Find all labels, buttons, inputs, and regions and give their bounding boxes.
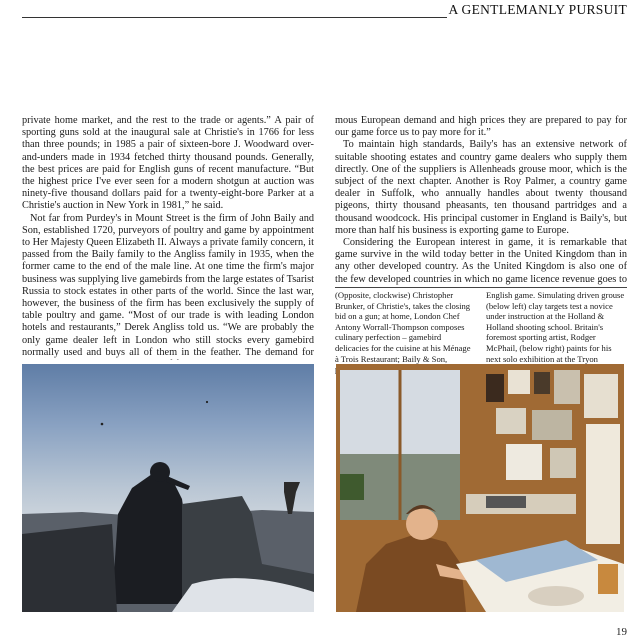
right-text-column (335, 115, 627, 285)
artist-studio-illustration (336, 364, 624, 612)
paragraph: Considering the European interest in game, it is remarkable that game survive in the wild today better in the United Kingdom than in any other developed country. As the United Kingdom is also one of the few developed countries in which no game licence revenue goes to (335, 237, 627, 285)
header-rule (22, 17, 447, 18)
clay-shooting-photo (22, 364, 314, 612)
paragraph: Not far from Purdey's in Mount Street is the firm of John Baily and Son, established 1720, purveyors of poultry and game by appointment to Her Majesty Queen Elizabeth II. Always a private family concern, it passed from the Baily family to the Angliss family in 1935, when the former came to the end of the male line. At one time the firm's major business was supplying live gamebirds from the large estates of Tsarist Russia to stock estates in other parts of the world. Since the last war, however, the business of the firm has been exclusively the supply of table poultry and game. “Most of our trade is with leading London hotels and restaurants,” Derek Angliss told us. “We are probably the only game dealer left in London who still stocks every gamebird normally used and buys all of them in the feather. The demand for (22, 212, 314, 358)
photo-caption-box (335, 287, 627, 364)
caption-right: English game. Simulating driven grouse (below left) clay targets test a novice under instruction at the Holland & Holland shooting school. Britain's foremost sporting artist, Rodger McPhail, (below right) paints for his next solo exhibition at the Tryon (486, 290, 625, 364)
left-text-column (22, 115, 314, 360)
artist-studio-photo (336, 364, 624, 612)
clay-shooting-illustration (22, 364, 314, 612)
paragraph: To maintain high standards, Baily's has an extensive network of suitable shooting estates and country game dealers who supply them directly. One of the suppliers is Allenheads grouse moor, which is the subject of the next chapter. Another is Roy Palmer, a country game dealer in Suffolk, who annually handles about twenty thousand pigeons, thirty thousand pheasants, ten thousand partridges and a thousand woodcock. His principal customer in England is Baily's, but more than half his business is exporting game to Europe. (335, 139, 627, 236)
running-head: A GENTLEMANLY PURSUIT (448, 2, 627, 17)
paragraph: private home market, and the rest to the trade or agents.” A pair of sporting guns sold at the inaugural sale at Christie's in 1766 for less than three pounds; in 1985 a pair of sixteen-bore J. Woodward over-and-unders made in 1934 fetched thirty thousand pounds. Generally, the best prices are paid for English guns of recent manufacture. “But the highest price I've ever seen for a modern shotgun at auction was ninety-five thousand dollars paid for a twenty-eight-bore Parker at a Christie's auction in New York in 1981,” he said. (22, 115, 314, 212)
caption-left: (Opposite, clockwise) Christopher Brunker, of Christie's, takes the closing bid on a gun; at home, London Chef Antony Worrall-Thompson composes culinary perfection – gamebird delicacies for the cuisine at his Ménage à Trois Restaurant; Baily & Son, (335, 290, 471, 364)
page-number: 19 (616, 626, 627, 638)
paragraph: mous European demand and high prices they are prepared to pay for our game force us to pay more for it.” (335, 115, 627, 139)
